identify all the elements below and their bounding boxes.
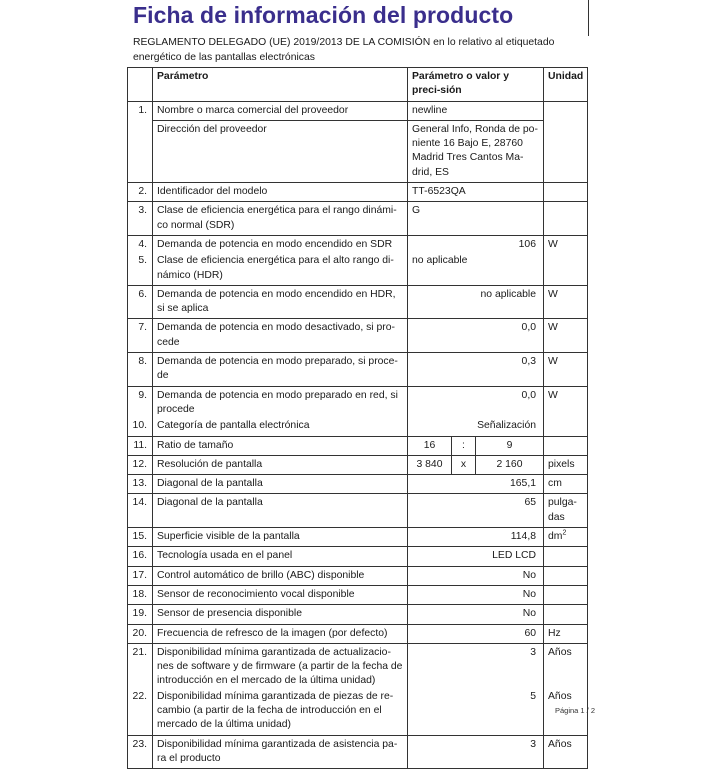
row-number: 13. (128, 475, 153, 494)
header-number (128, 68, 153, 102)
row-number: 20. (128, 624, 153, 643)
header-parameter: Parámetro (153, 68, 408, 102)
row-parameter: Superficie visible de la pantalla (153, 528, 408, 547)
row-number-4: 4. (138, 238, 147, 250)
row-parameter: Dirección del proveedor (153, 120, 408, 182)
row-unit (544, 585, 588, 604)
row-parameter (153, 386, 408, 436)
row-number-9: 9. (138, 389, 147, 401)
row-unit-4: W (548, 238, 558, 250)
row-number: 23. (128, 735, 153, 769)
row-unit-22: Años (548, 691, 572, 703)
row-unit (544, 547, 588, 566)
row-parameter-22: Disponibilidad mínima garantizada de piezas de re-cambio (a partir de la fecha de introducción en el mercado de la última unidad) (157, 690, 394, 731)
row-number-22: 22. (132, 691, 147, 703)
table-row (128, 235, 588, 285)
table-row (128, 643, 588, 735)
row-number-10: 10. (132, 419, 147, 431)
row-number-5: 5. (138, 255, 147, 267)
row-unit: W (544, 353, 588, 387)
row-unit (544, 120, 588, 182)
table-row (128, 455, 588, 474)
table-row (128, 585, 588, 604)
row-number (128, 120, 153, 182)
row-value (408, 235, 544, 285)
table-header-row (128, 68, 588, 102)
table-row (128, 101, 588, 120)
row-unit: cm (544, 475, 588, 494)
row-unit-9: W (548, 389, 558, 401)
row-parameter: Frecuencia de refresco de la imagen (por defecto) (153, 624, 408, 643)
row-value: 114,8 (408, 528, 544, 547)
row-value: No (408, 566, 544, 585)
row-number: 8. (128, 353, 153, 387)
row-value: LED LCD (408, 547, 544, 566)
row-unit: pixels (544, 455, 588, 474)
row-value: 60 (408, 624, 544, 643)
row-value: TT-6523QA (408, 183, 544, 202)
table-row (128, 319, 588, 353)
row-unit (544, 436, 588, 455)
page-title: Ficha de información del producto (133, 2, 514, 28)
row-parameter (153, 235, 408, 285)
row-unit-21: Años (548, 646, 572, 658)
row-parameter: Resolución de pantalla (153, 455, 408, 474)
row-value (408, 386, 544, 436)
row-number: 6. (128, 285, 153, 319)
row-value: G (408, 202, 544, 236)
row-number: 17. (128, 566, 153, 585)
ratio-width: 16 (408, 436, 452, 455)
header-value: Parámetro o valor y preci-sión (408, 68, 544, 102)
row-parameter: Control automático de brillo (ABC) disponible (153, 566, 408, 585)
row-value-10: Señalización (477, 419, 536, 431)
table-row (128, 183, 588, 202)
row-number: 12. (128, 455, 153, 474)
table-row (128, 285, 588, 319)
row-unit (544, 202, 588, 236)
row-unit (544, 566, 588, 585)
resolution-width: 3 840 (408, 455, 452, 474)
row-number (128, 235, 153, 285)
row-unit: W (544, 319, 588, 353)
row-parameter: Disponibilidad mínima garantizada de asistencia pa-ra el producto (153, 735, 408, 769)
table-row (128, 735, 588, 769)
row-value: No (408, 585, 544, 604)
row-parameter: Clase de eficiencia energética para el rango dinámi-co normal (SDR) (153, 202, 408, 236)
table-row (128, 605, 588, 624)
row-value: no aplicable (408, 285, 544, 319)
row-parameter: Sensor de reconocimiento vocal disponible (153, 585, 408, 604)
row-parameter-21: Disponibilidad mínima garantizada de actualizacio-nes de software y de firmware (a partir de la fecha de introducción en el mercado de la última unidad) (157, 646, 403, 687)
page-number: Página 1 / 2 (554, 706, 595, 715)
row-unit: Años (544, 735, 588, 769)
row-number: 19. (128, 605, 153, 624)
table-row (128, 202, 588, 236)
table-row (128, 353, 588, 387)
row-value: 3 (408, 735, 544, 769)
row-parameter: Tecnología usada en el panel (153, 547, 408, 566)
row-value-4: 106 (518, 238, 536, 250)
row-parameter (153, 643, 408, 735)
row-parameter: Sensor de presencia disponible (153, 605, 408, 624)
row-parameter: Diagonal de la pantalla (153, 494, 408, 528)
row-number: 1. (128, 101, 153, 120)
unit-base: dm (548, 531, 563, 543)
header-unit: Unidad (544, 68, 588, 102)
table-row (128, 475, 588, 494)
table-row (128, 624, 588, 643)
row-parameter: Demanda de potencia en modo preparado, si proce-de (153, 353, 408, 387)
row-value-21: 3 (530, 646, 536, 658)
row-value: 0,0 (408, 319, 544, 353)
row-value: 0,3 (408, 353, 544, 387)
row-unit (544, 183, 588, 202)
row-number: 14. (128, 494, 153, 528)
regulation-intro: REGLAMENTO DELEGADO (UE) 2019/2013 DE LA COMISIÓN en lo relativo al etiquetado energético de las pantallas electrónicas (133, 37, 555, 63)
row-number: 18. (128, 585, 153, 604)
table-row (128, 386, 588, 436)
product-info-table (127, 67, 588, 769)
row-unit: Hz (544, 624, 588, 643)
row-number: 15. (128, 528, 153, 547)
row-parameter: Nombre o marca comercial del proveedor (153, 101, 408, 120)
row-number: 16. (128, 547, 153, 566)
table-row (128, 120, 588, 182)
row-unit (544, 643, 588, 735)
row-parameter: Demanda de potencia en modo desactivado, si pro-cede (153, 319, 408, 353)
row-number (128, 386, 153, 436)
row-parameter-9: Demanda de potencia en modo preparado en red, si procede (157, 389, 398, 415)
resolution-height: 2 160 (476, 455, 544, 474)
row-unit (544, 386, 588, 436)
row-number: 3. (128, 202, 153, 236)
unit-exponent: 2 (562, 529, 567, 537)
row-parameter-4: Demanda de potencia en modo encendido en SDR (157, 238, 393, 250)
row-value (408, 643, 544, 735)
title-frame-border (588, 0, 589, 36)
row-value: No (408, 605, 544, 624)
row-parameter: Diagonal de la pantalla (153, 475, 408, 494)
table-row (128, 436, 588, 455)
row-unit: pulga-das (544, 494, 588, 528)
row-value: 165,1 (408, 475, 544, 494)
row-parameter-5: Clase de eficiencia energética para el alto rango di-námico (HDR) (157, 255, 394, 281)
row-value: 65 (408, 494, 544, 528)
table-row (128, 528, 588, 547)
row-value-9: 0,0 (521, 389, 536, 401)
row-unit (544, 528, 588, 547)
row-value: General Info, Ronda de po-niente 16 Bajo E, 28760 Madrid Tres Cantos Ma-drid, ES (408, 120, 544, 182)
row-value: newline (408, 101, 544, 120)
table-row (128, 494, 588, 528)
row-number: 7. (128, 319, 153, 353)
resolution-separator: x (452, 455, 476, 474)
ratio-separator: : (452, 436, 476, 455)
row-parameter: Identificador del modelo (153, 183, 408, 202)
table-row (128, 547, 588, 566)
row-number (128, 643, 153, 735)
table-row (128, 566, 588, 585)
row-parameter: Demanda de potencia en modo encendido en HDR, si se aplica (153, 285, 408, 319)
row-parameter: Ratio de tamaño (153, 436, 408, 455)
ratio-height: 9 (476, 436, 544, 455)
row-unit (544, 235, 588, 285)
row-parameter-10: Categoría de pantalla electrónica (157, 420, 310, 432)
row-value-22: 5 (530, 691, 536, 703)
row-unit (544, 101, 588, 120)
row-value-5: no aplicable (412, 255, 468, 267)
row-unit: W (544, 285, 588, 319)
row-unit (544, 605, 588, 624)
row-number: 2. (128, 183, 153, 202)
row-number: 11. (128, 436, 153, 455)
row-number-21: 21. (132, 646, 147, 658)
